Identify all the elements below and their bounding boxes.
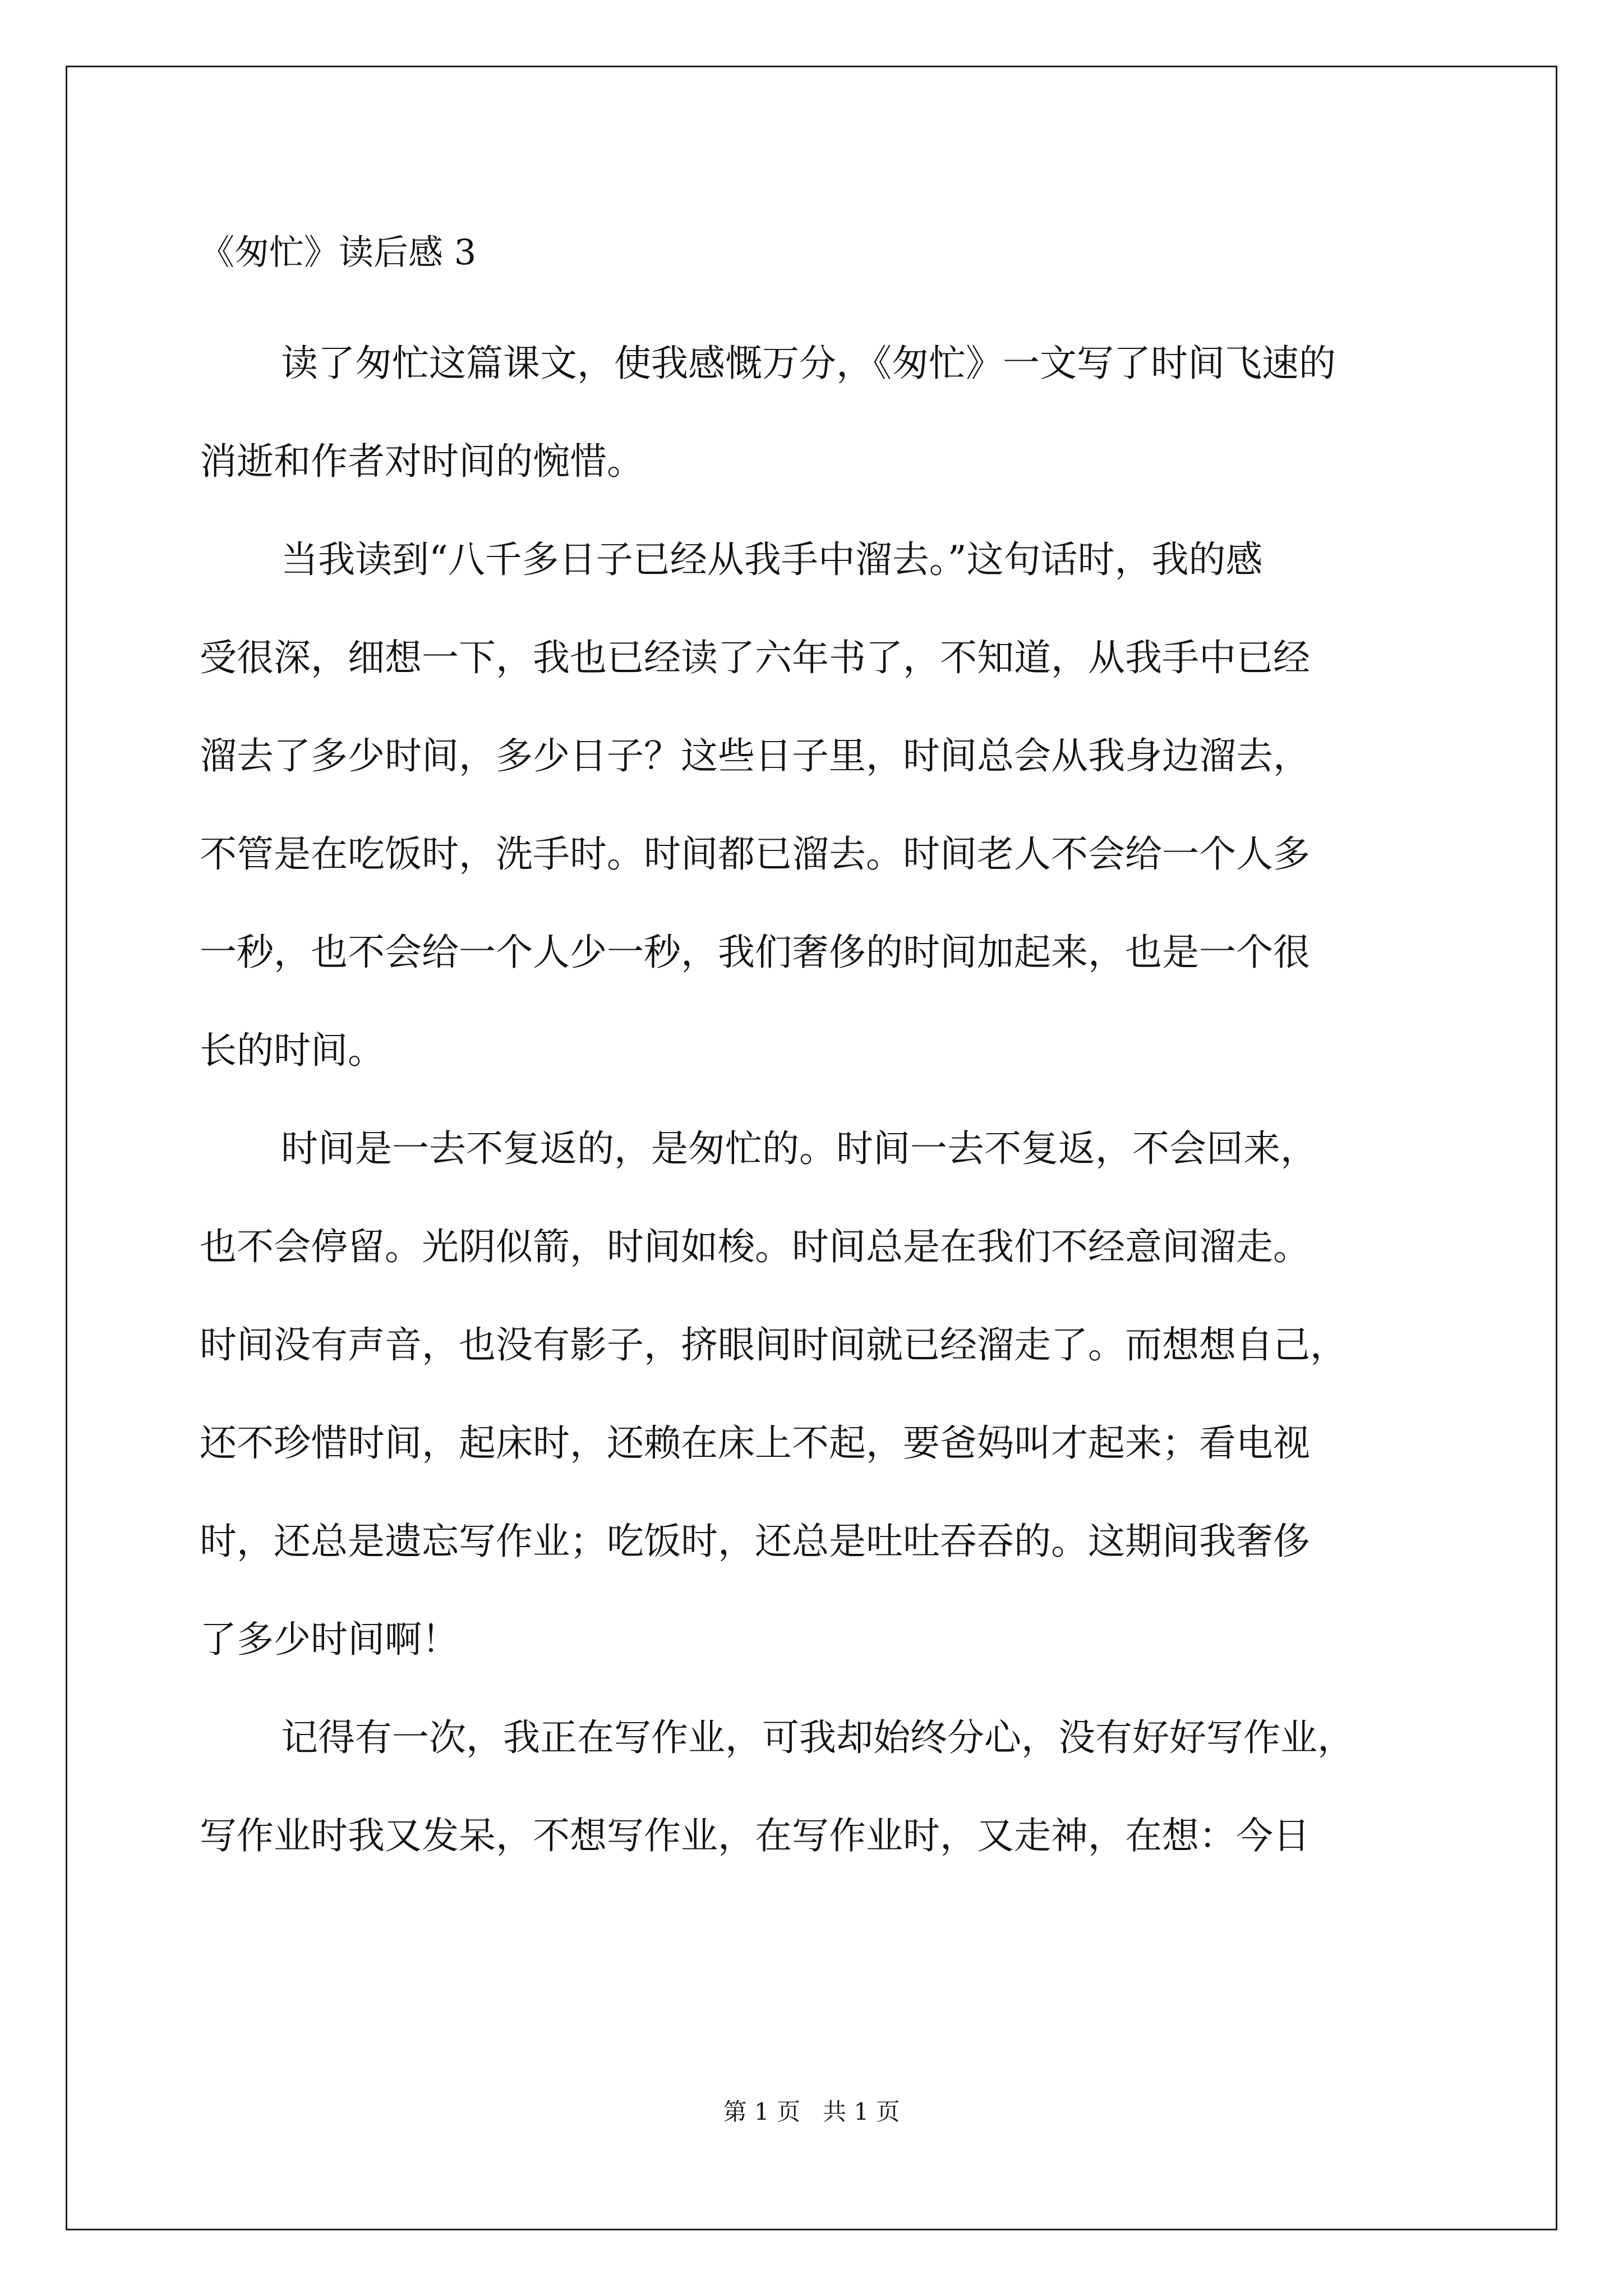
text-line: 写作业时我又发呆，不想写作业，在写作业时，又走神，在想：今日	[200, 1814, 1310, 1857]
paragraph	[200, 314, 1428, 510]
text-line: 当我读到“八千多日子已经从我手中溜去。”这句话时，我的感	[281, 538, 1263, 581]
text-line: 也不会停留。光阴似箭，时间如梭。时间总是在我们不经意间溜走。	[200, 1225, 1310, 1268]
text-line: 还不珍惜时间，起床时，还赖在床上不起，要爸妈叫才起来；看电视	[200, 1421, 1310, 1465]
text-line: 了多少时间啊！	[200, 1618, 459, 1661]
text-line: 时间是一去不复返的，是匆忙的。时间一去不复返，不会回来，	[281, 1127, 1317, 1170]
text-line: 时间没有声音，也没有影子，挤眼间时间就已经溜走了。而想想自己，	[200, 1323, 1347, 1366]
paragraph	[200, 510, 1428, 1099]
document-body	[200, 314, 1428, 1885]
page-total: 共 1 页	[823, 2098, 900, 2125]
text-line: 一秒，也不会给一个人少一秒，我们奢侈的时间加起来，也是一个很	[200, 931, 1310, 974]
text-line: 记得有一次，我正在写作业，可我却始终分心，没有好好写作业，	[281, 1716, 1354, 1759]
text-line: 时，还总是遗忘写作业；吃饭时，还总是吐吐吞吞的。这期间我奢侈	[200, 1520, 1310, 1563]
page-footer	[0, 2095, 1623, 2129]
text-line: 长的时间。	[200, 1029, 385, 1072]
text-line: 读了匆忙这篇课文，使我感慨万分，《匆忙》一文写了时间飞速的	[281, 342, 1336, 385]
text-line: 溜去了多少时间，多少日子？这些日子里，时间总会从我身边溜去，	[200, 734, 1310, 777]
text-line: 受很深，细想一下，我也已经读了六年书了，不知道，从我手中已经	[200, 636, 1310, 679]
text-line: 消逝和作者对时间的惋惜。	[200, 440, 644, 483]
page-number: 第 1 页	[723, 2098, 800, 2125]
document-title: 《匆忙》读后感 3	[200, 232, 477, 273]
paragraph	[200, 1099, 1428, 1688]
paragraph	[200, 1688, 1428, 1885]
text-line: 不管是在吃饭时，洗手时。时间都已溜去。时间老人不会给一个人多	[200, 832, 1310, 876]
